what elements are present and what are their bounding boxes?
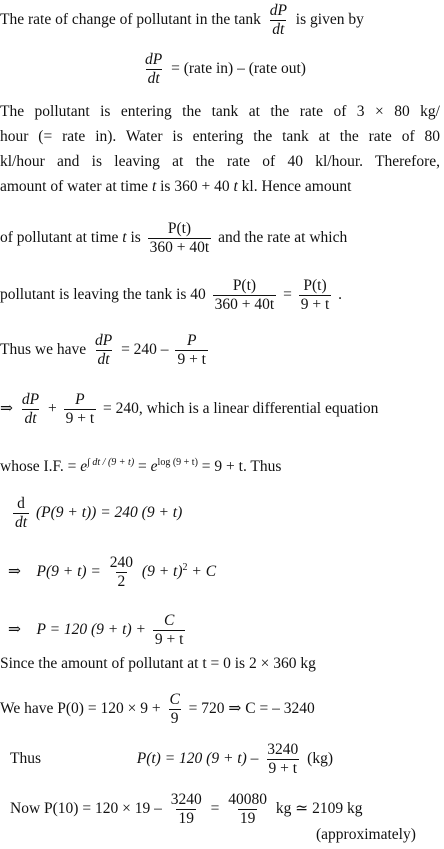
line-8 (0, 278, 342, 313)
text: is (130, 229, 141, 247)
text: pollutant is leaving the tank is 40 (0, 286, 206, 304)
text: kl. Hence amount (241, 178, 352, 195)
fraction (226, 792, 269, 827)
text: Thus (10, 750, 41, 768)
text: . (338, 286, 343, 304)
numerator: P (186, 332, 197, 349)
text: = 240, which is a linear differential equation (103, 400, 379, 418)
line-16 (0, 692, 315, 727)
denominator: 9 + t (154, 631, 184, 648)
line-18 (10, 792, 362, 827)
numerator: P (75, 391, 85, 408)
fraction (153, 613, 186, 648)
implies-icon: ⇒ (8, 563, 21, 581)
numerator: 240 (109, 554, 134, 571)
numerator: 3240 (267, 741, 299, 758)
equals: = (283, 286, 292, 304)
numerator: dP (21, 391, 40, 408)
text: of pollutant at time (0, 229, 119, 247)
line-7 (0, 221, 347, 256)
fraction (167, 692, 181, 727)
denominator: 19 (239, 810, 256, 827)
denominator: 19 (178, 810, 194, 827)
exponent (87, 457, 134, 468)
exponent-text: dt / (9 + t) (92, 457, 135, 468)
numerator: 40080 (228, 791, 267, 808)
implies-icon: ⇒ (8, 621, 21, 639)
fraction (148, 221, 212, 256)
text: is 360 + 40 (160, 178, 230, 195)
numerator: C (169, 691, 180, 708)
line-2 (140, 52, 306, 87)
line-12 (10, 496, 182, 531)
line-1 (0, 3, 364, 38)
fraction (64, 392, 97, 427)
text: = 720 ⇒ C = – 3240 (188, 700, 315, 718)
implies-icon: ⇒ (0, 400, 13, 418)
numerator: C (163, 612, 175, 629)
integral-icon: ∫ (87, 457, 90, 468)
numerator: dP (94, 332, 113, 349)
denominator: dt (147, 70, 160, 87)
numerator: P(t) (232, 277, 257, 294)
line-4: hour (= rate in). Water is entering the tank at the rate of 80 (0, 128, 440, 145)
plus: + (47, 400, 57, 418)
numerator: P(t) (167, 220, 192, 237)
denominator: 2 (117, 573, 126, 590)
fraction (20, 392, 41, 427)
fraction (268, 3, 289, 38)
denominator: 9 + t (300, 296, 330, 313)
line-9 (0, 333, 211, 368)
denominator: dt (24, 410, 37, 427)
numerator: 3240 (170, 791, 202, 808)
denominator: dt (15, 514, 28, 531)
numerator: P(t) (303, 277, 327, 294)
denominator: dt (97, 351, 110, 368)
fraction (13, 496, 29, 531)
line-5: kl/hour and is leaving at the rate of 40 kl/hour. Therefore, (0, 153, 440, 170)
fraction (169, 792, 204, 827)
text: P(9 + t) = (36, 563, 101, 581)
text: whose I.F. = (0, 458, 77, 476)
text: We have P(0) = 120 × 9 + (0, 700, 161, 718)
text: Now P(10) = 120 × 19 – (10, 800, 162, 818)
denominator: dt (272, 21, 285, 38)
text: P(t) = 120 (9 + t) – (136, 750, 259, 768)
line-11 (0, 454, 281, 476)
line-19: (approximately) (316, 826, 416, 843)
exponent: log (9 + t) (157, 457, 198, 468)
text: = 9 + t. Thus (201, 458, 282, 476)
fraction (175, 333, 208, 368)
fraction (143, 52, 164, 87)
text: Thus we have (0, 341, 87, 359)
text: and the rate at which (218, 229, 348, 247)
text: (kg) (307, 750, 333, 768)
exp-base: e (150, 458, 158, 476)
text: kg ≃ 2109 kg (275, 800, 363, 818)
equals: = (138, 458, 147, 476)
fraction (213, 278, 277, 313)
text: = (rate in) – (rate out) (171, 60, 306, 78)
var-t: t (122, 229, 127, 247)
text: (9 + t) (141, 563, 183, 581)
line-17 (10, 742, 333, 777)
numerator: dP (269, 2, 287, 19)
fraction (265, 742, 300, 777)
text: P = 120 (9 + t) + (36, 621, 146, 639)
text: amount of water at time (0, 178, 149, 195)
exp-base: e (80, 458, 88, 476)
text: is given by (295, 11, 364, 29)
line-13 (8, 555, 216, 590)
denominator: 9 + t (268, 760, 298, 777)
numerator: dP (145, 51, 163, 68)
line-3: The pollutant is entering the tank at the rate of 3 × 80 kg/ (0, 103, 440, 120)
denominator: 9 (170, 710, 179, 727)
denominator: 360 + 40t (149, 239, 210, 256)
fraction (93, 333, 114, 368)
text: = 240 – (121, 341, 169, 359)
text: + C (191, 563, 217, 581)
denominator: 360 + 40t (214, 296, 275, 313)
var-t: t (233, 178, 238, 195)
line-15: Since the amount of pollutant at t = 0 is 2 × 360 kg (0, 655, 316, 672)
numerator: d (17, 495, 25, 512)
fraction (108, 555, 135, 590)
denominator: 9 + t (177, 351, 206, 368)
equals: = (210, 800, 220, 818)
text: The rate of change of pollutant in the tank (0, 11, 261, 29)
line-14 (8, 613, 188, 648)
var-t: t (151, 178, 157, 195)
line-10 (0, 392, 378, 427)
denominator: 9 + t (65, 410, 95, 427)
line-6 (0, 178, 351, 196)
exponent: 2 (182, 561, 188, 573)
text: (P(9 + t)) = 240 (9 + t) (35, 504, 183, 522)
fraction (299, 278, 332, 313)
